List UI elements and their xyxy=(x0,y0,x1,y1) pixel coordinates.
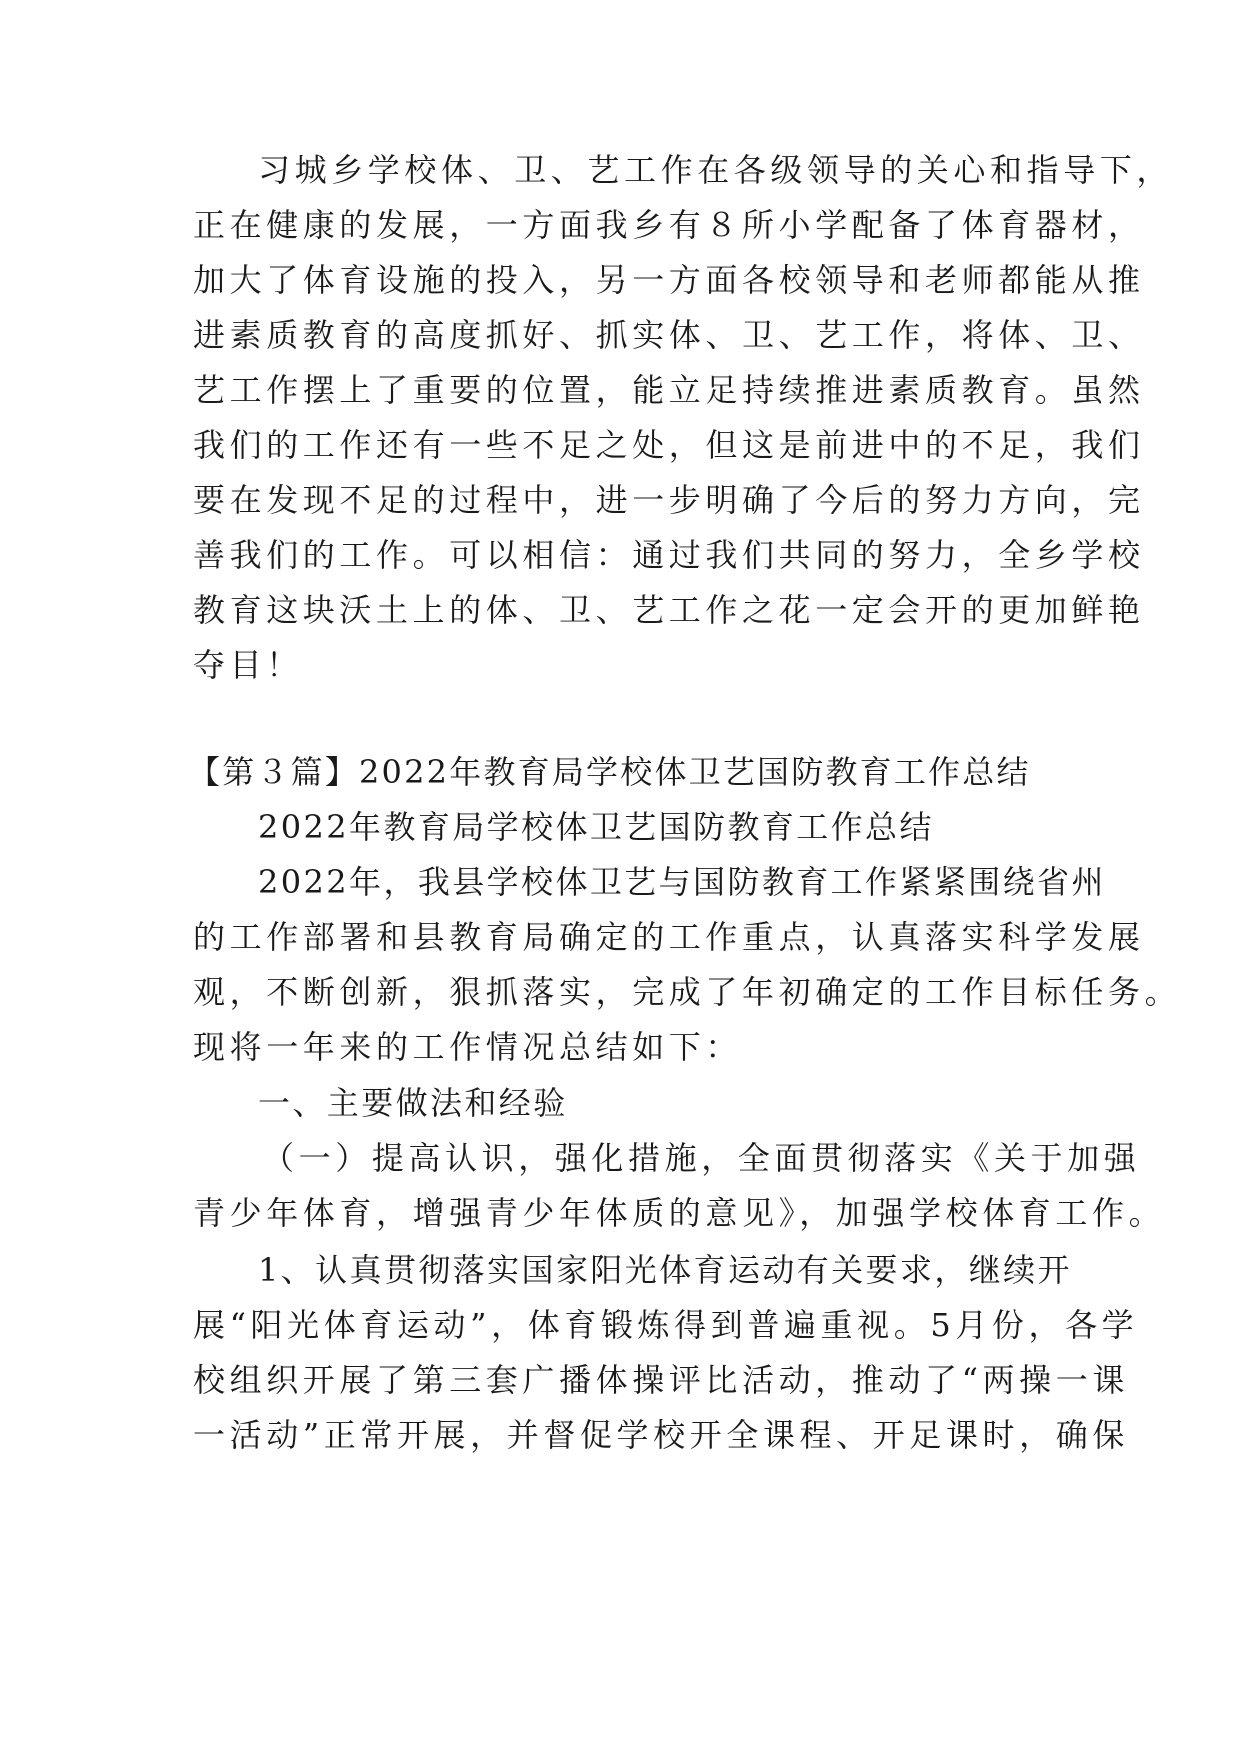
subsection-line: 青少年体育，增强青少年体质的意见》，加强学校体育工作。 xyxy=(193,1194,1166,1232)
paragraph-line: 善我们的工作。可以相信：通过我们共同的努力，全乡学校 xyxy=(193,536,1145,574)
article-heading: 【第３篇】2022年教育局学校体卫艺国防教育工作总结 xyxy=(188,753,1031,791)
paragraph-line: 正在健康的发展，一方面我乡有８所小学配备了体育器材， xyxy=(193,206,1145,244)
paragraph-line: 艺工作摆上了重要的位置，能立足持续推进素质教育。虽然 xyxy=(193,371,1145,409)
paragraph-line: 教育这块沃土上的体、卫、艺工作之花一定会开的更加鲜艳 xyxy=(193,591,1145,629)
paragraph-line: 夺目！ xyxy=(193,646,303,684)
paragraph-line: 我们的工作还有一些不足之处，但这是前进中的不足，我们 xyxy=(193,426,1145,464)
paragraph-line: 2022年，我县学校体卫艺与国防教育工作紧紧围绕省州 xyxy=(258,863,1106,901)
list-item-line: 1、认真贯彻落实国家阳光体育运动有关要求，继续开 xyxy=(258,1251,1072,1289)
paragraph-line: 加大了体育设施的投入，另一方面各校领导和老师都能从推 xyxy=(193,261,1145,299)
paragraph-line: 进素质教育的高度抓好、抓实体、卫、艺工作，将体、卫、 xyxy=(193,316,1145,354)
list-item-line: 校组织开展了第三套广播体操评比活动，推动了“两操一课 xyxy=(193,1361,1129,1399)
paragraph-line: 习城乡学校体、卫、艺工作在各级领导的关心和指导下， xyxy=(258,151,1174,189)
paragraph-line: 的工作部署和县教育局确定的工作重点，认真落实科学发展 xyxy=(193,918,1145,956)
list-item-line: 展“阳光体育运动”，体育锻炼得到普遍重视。5月份，各学 xyxy=(193,1306,1139,1344)
section-title: 一、主要做法和经验 xyxy=(258,1084,568,1122)
subsection-line: （一）提高认识，强化措施，全面贯彻落实《关于加强 xyxy=(262,1139,1141,1177)
list-item-line: 一活动”正常开展，并督促学校开全课程、开足课时，确保 xyxy=(193,1416,1129,1454)
paragraph-line: 现将一年来的工作情况总结如下： xyxy=(193,1028,743,1066)
paragraph-line: 要在发现不足的过程中，进一步明确了今后的努力方向，完 xyxy=(193,481,1145,519)
paragraph-line: 观，不断创新，狠抓落实，完成了年初确定的工作目标任务。 xyxy=(193,973,1182,1011)
article-title: 2022年教育局学校体卫艺国防教育工作总结 xyxy=(258,808,934,846)
